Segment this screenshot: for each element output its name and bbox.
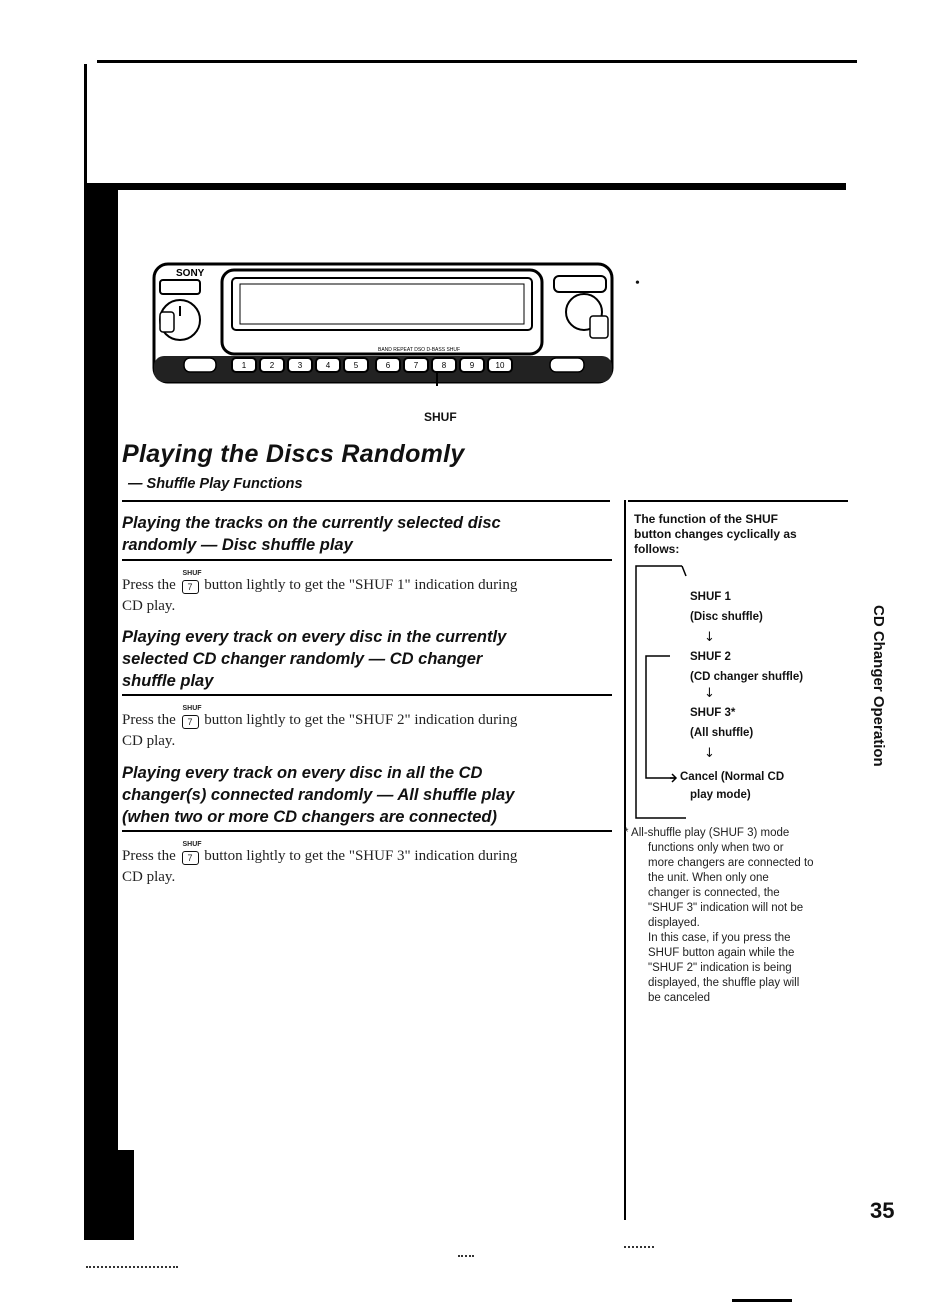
bullet-dot: •: [635, 276, 640, 291]
top-rule-thick: [84, 183, 846, 190]
shuf-callout-label: SHUF: [424, 410, 457, 424]
svg-text:3: 3: [297, 361, 303, 370]
svg-text:BAND REPEAT DSO D-BASS SHUF: BAND REPEAT DSO D-BASS SHUF: [378, 347, 461, 353]
down-arrow-icon: ↓: [704, 746, 715, 761]
section-instruction: Press the SHUF 7 button lightly to get the "SHUF 2" indication during CD play.: [122, 704, 518, 749]
cycle-step-cancel: Cancel (Normal CD play mode): [680, 771, 785, 801]
svg-text:6: 6: [385, 361, 391, 370]
down-arrow-icon: ↓: [704, 630, 715, 645]
page-subtitle: — Shuffle Play Functions: [128, 476, 303, 492]
brand-logo: SONY: [176, 268, 205, 279]
section-rule: [122, 830, 612, 832]
svg-text:8: 8: [441, 361, 447, 370]
sidebar-intro: The function of the SHUF button changes cyclically as follows:: [634, 512, 797, 556]
top-rule-thin: [97, 60, 857, 63]
down-arrow-icon: ↓: [704, 686, 715, 701]
car-stereo-illustration: [150, 258, 616, 386]
svg-text:1: 1: [241, 361, 247, 370]
svg-text:9: 9: [469, 361, 475, 370]
shuf-key-icon: SHUF 7: [182, 704, 202, 727]
left-margin-band-base: [84, 1150, 134, 1240]
left-margin-band: [84, 190, 118, 1240]
section-heading: Playing every track on every disc in all the CD changer(s) connected randomly — All shuffle play (when two or more CD changers are connected): [122, 764, 515, 826]
cycle-step-1: SHUF 1 (Disc shuffle): [690, 591, 763, 623]
section-heading: Playing the tracks on the currently selected disc randomly — Disc shuffle play: [122, 514, 501, 554]
faceplate-drawing: [150, 258, 616, 386]
bottom-edge-mark: [732, 1299, 792, 1302]
svg-text:4: 4: [325, 361, 331, 370]
section-heading: Playing every track on every disc in the currently selected CD changer randomly — CD changer shuffle play: [122, 628, 507, 690]
section-cd-changer-shuffle: [122, 626, 612, 752]
section-all-shuffle: [122, 762, 612, 888]
sidebar-footnote: * All-shuffle play (SHUF 3) mode functions only when two or more changers are connected to the unit. When only one changer is connected, the "SHUF 3" indication will not be displayed. In this case, if you press the SHUF button again while the "SHUF 2" indication is being displayed, the shuffle play will be canceled: [624, 827, 814, 1004]
scan-speck-center: [458, 1255, 474, 1259]
scan-speck-right: [624, 1246, 654, 1250]
shuffle-cycle-diagram: [634, 562, 844, 822]
svg-text:5: 5: [353, 361, 359, 370]
svg-text:2: 2: [269, 361, 275, 370]
cycle-step-2: SHUF 2 (CD changer shuffle): [690, 651, 804, 683]
section-disc-shuffle: [122, 512, 612, 617]
page-number: 35: [870, 1198, 895, 1223]
page-title: Playing the Discs Randomly: [122, 440, 465, 468]
section-instruction: Press the SHUF 7 button lightly to get the "SHUF 3" indication during CD play.: [122, 840, 518, 885]
section-rule: [122, 559, 612, 561]
svg-text:7: 7: [413, 361, 419, 370]
shuf-key-icon: SHUF 7: [182, 840, 202, 863]
cycle-step-3: SHUF 3* (All shuffle): [690, 707, 754, 739]
shuf-key-icon: SHUF 7: [182, 569, 202, 592]
side-tab-label: CD Changer Operation: [870, 605, 887, 767]
scan-speck-dots: [86, 1266, 178, 1270]
title-underline: [122, 500, 610, 502]
svg-text:10: 10: [495, 361, 505, 370]
section-instruction: Press the SHUF 7 button lightly to get the "SHUF 1" indication during CD play.: [122, 569, 518, 614]
sidebar-top-rule: [628, 500, 848, 502]
section-rule: [122, 694, 612, 696]
